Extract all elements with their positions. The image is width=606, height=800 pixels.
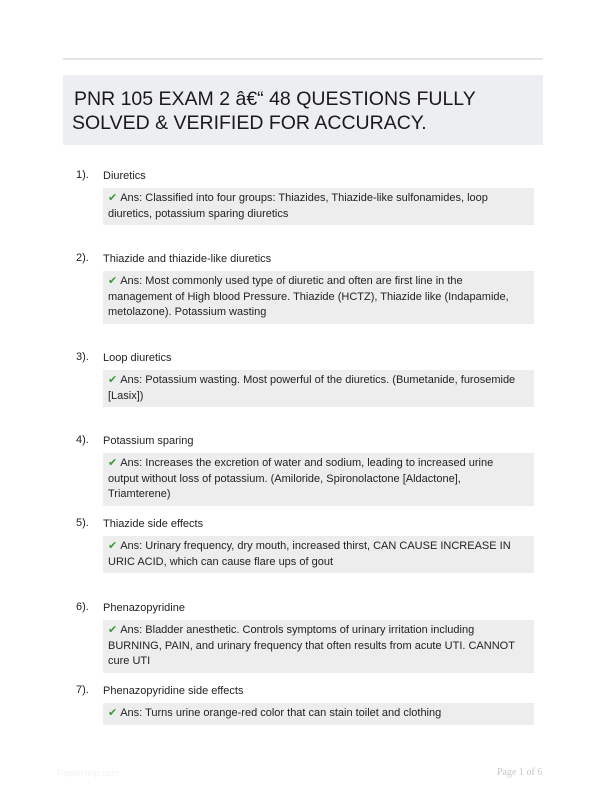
- question-text: Phenazopyridine: [103, 602, 185, 614]
- question-number: 4).: [76, 434, 89, 446]
- question-number: 6).: [76, 601, 89, 613]
- question-number: 2).: [76, 252, 89, 264]
- question-number: 1).: [76, 169, 89, 181]
- title-line-2: SOLVED & VERIFIED FOR ACCURACY.: [72, 112, 427, 134]
- check-icon: ✔: [108, 707, 118, 719]
- answer-text: Ans: Most commonly used type of diuretic and often are first line in the management of High blood Pressure. Thiazide (HCTZ), Thiazide like (Indapamide, metolazone). Potassium wasting: [108, 275, 509, 318]
- page-number: Page 1 of 6: [497, 767, 543, 778]
- answer-text: Ans: Bladder anesthetic. Controls symptoms of urinary irritation including BURNING, PAIN, and urinary frequency that often results from acute UTI. CANNOT cure UTI: [108, 624, 515, 667]
- top-rule: [63, 58, 543, 60]
- question-text: Potassium sparing: [103, 435, 194, 447]
- question-number: 3).: [76, 351, 89, 363]
- answer-box: [103, 453, 534, 506]
- answer-box: [103, 370, 534, 407]
- check-icon: ✔: [108, 457, 118, 469]
- title-line-1: PNR 105 EXAM 2 â€“ 48 QUESTIONS FULLY: [74, 88, 476, 110]
- question-text: Diuretics: [103, 170, 146, 182]
- document-title: [72, 87, 533, 135]
- answer-box: [103, 536, 534, 573]
- question-text: Thiazide side effects: [103, 518, 204, 530]
- answer-text: Ans: Increases the excretion of water and sodium, leading to increased urine output without loss of potassium. (Amiloride, Spironolactone [Aldactone], Triamterene): [108, 457, 494, 500]
- check-icon: ✔: [108, 540, 118, 552]
- answer-text: Ans: Classified into four groups: Thiazides, Thiazide-like sulfonamides, loop diuretics, potassium sparing diuretics: [108, 192, 488, 220]
- question-text: Phenazopyridine side effects: [103, 685, 244, 697]
- check-icon: ✔: [108, 275, 118, 287]
- check-icon: ✔: [108, 624, 118, 636]
- check-icon: ✔: [108, 374, 118, 386]
- answer-box: [103, 271, 534, 324]
- question-text: Thiazide and thiazide-like diuretics: [103, 253, 272, 265]
- question-text: Loop diuretics: [103, 352, 172, 364]
- answer-box: [103, 703, 534, 725]
- answer-text: Ans: Urinary frequency, dry mouth, increased thirst, CAN CAUSE INCREASE IN URIC ACID, which can cause flare ups of gout: [108, 540, 511, 568]
- answer-text: Ans: Potassium wasting. Most powerful of the diuretics. (Bumetanide, furosemide [Lasix]): [108, 374, 516, 402]
- footer-watermark: PaperHelp.com: [57, 768, 120, 778]
- answer-text: Ans: Turns urine orange-red color that can stain toilet and clothing: [120, 707, 442, 719]
- answer-box: [103, 188, 534, 225]
- check-icon: ✔: [108, 192, 118, 204]
- question-number: 5).: [76, 517, 89, 529]
- question-number: 7).: [76, 684, 89, 696]
- title-box: [63, 75, 543, 145]
- answer-box: [103, 620, 534, 673]
